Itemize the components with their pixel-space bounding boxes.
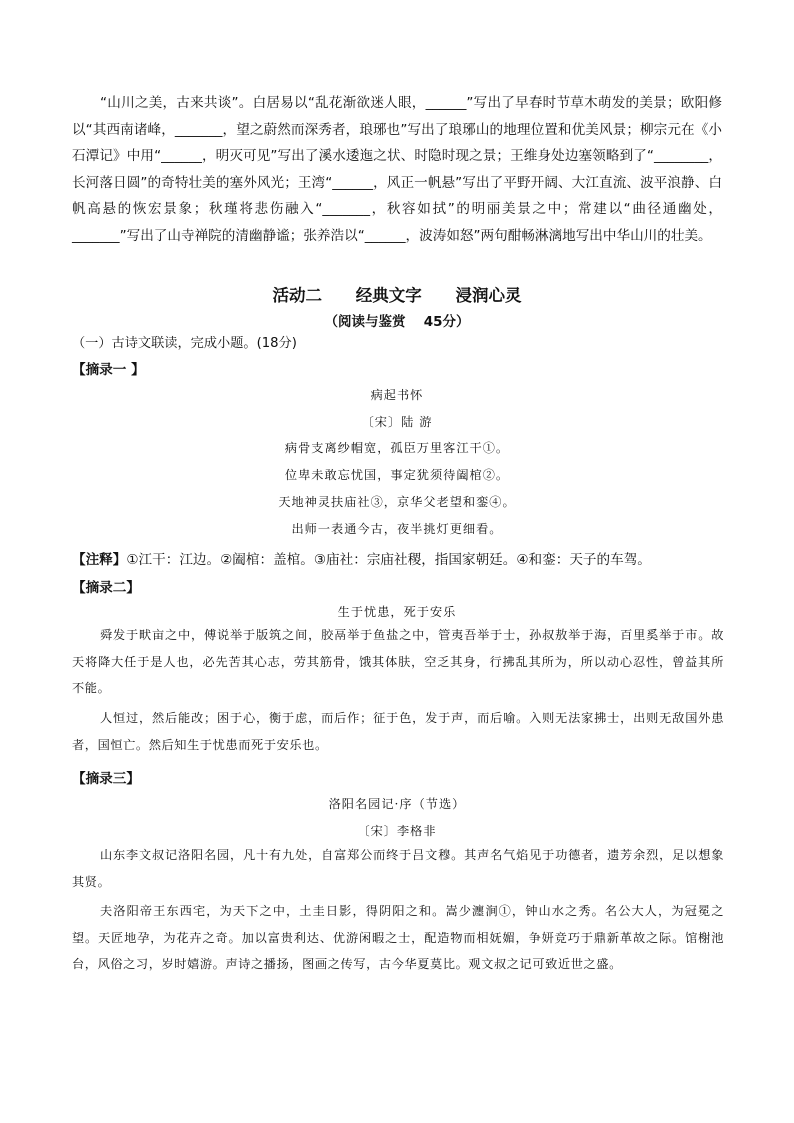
excerpt-3-author: 〔宋〕李格非 <box>357 824 437 838</box>
poem-title: 病起书怀 <box>370 388 424 402</box>
fill-in-blank-paragraph: “山川之美，古来共谈”。白居易以“乱花渐欲迷人眼，______”写出了早春时节草木萌发的美景；欧阳修以“其西南诸峰，_______，望之蔚然而深秀者，琅琊也”写出了琅琊山的地理位置和优美风景；柳宗元在《小石潭记》中用“______，明灭可见”写出了溪水逶迤之状、时隐时现之景；王维身处边塞领略到了“________，长河落日圆”的奇特壮美的塞外风光；王湾“______，风正一帆悬”写出了平野开阔、大江直流、波平浪静、白帆高悬的恢宏景象；秋瑾将悲伤融入“_______，秋容如拭”的明丽美景之中；常建以“曲径通幽处，_______”写出了山寺禅院的清幽静谧；张养浩以“______，波涛如怒”两句酣畅淋漓地写出中华山川的壮美。 <box>72 95 722 244</box>
notes-label: 【注释】 <box>72 552 127 568</box>
activity-title <box>0 282 794 306</box>
poem-line-4: 出师一表通今古，夜半挑灯更细看。 <box>291 522 503 536</box>
activity-theme-2: 浸润心灵 <box>455 286 522 305</box>
poem-line-2: 位卑未敢忘忧国，事定犹须待阖棺②。 <box>284 468 510 482</box>
excerpt-2-title: 生于忧患，死于安乐 <box>337 605 457 619</box>
poem-author: 〔宋〕陆 游 <box>361 415 433 429</box>
excerpt-3-paragraph-1: 山东李文叔记洛阳名园，凡十有九处，自富郑公而终于吕文穆。其声名气焰见于功德者，遗芳余烈，足以想象其贤。 <box>72 848 724 889</box>
activity-theme-1: 经典文字 <box>355 286 422 305</box>
activity-number: 活动二 <box>272 286 322 305</box>
activity-subtitle: （阅读与鉴赏 45分） <box>324 314 470 330</box>
poem-line-1: 病骨支离纱帽宽，孤臣万里客江干①。 <box>284 441 510 455</box>
question-intro: （一）古诗文联读，完成小题。(18分) <box>72 336 297 351</box>
excerpt-2-paragraph-1: 舜发于畎亩之中，傅说举于版筑之间，胶鬲举于鱼盐之中，管夷吾举于士，孙叔敖举于海，百里奚举于市。故天将降大任于是人也，必先苦其心志，劳其筋骨，饿其体肤，空乏其身，行拂乱其所为，所以动心忍性，曾益其所不能。 <box>72 628 724 696</box>
excerpt-2-paragraph-2: 人恒过，然后能改；困于心，衡于虑，而后作；征于色，发于声，而后喻。入则无法家拂士，出则无敌国外患者，国恒亡。然后知生于忧患而死于安乐也。 <box>72 711 724 752</box>
excerpt-3-paragraph-2: 夫洛阳帝王东西宅，为天下之中，土圭日影，得阴阳之和。嵩少瀍涧①，钟山水之秀。名公大人，为冠冕之望。天匠地孕，为花卉之奇。加以富贵利达、优游闲暇之士，配造物而相妩媚，争妍竞巧于鼎新革故之际。馆榭池台，风俗之习，岁时嬉游。声诗之播扬，图画之传写，古今华夏莫比。观文叔之记可致近世之盛。 <box>72 904 724 972</box>
excerpt-2-label: 【摘录二】 <box>72 580 140 596</box>
excerpt-1-label: 【摘录一 】 <box>72 362 145 378</box>
excerpt-3-label: 【摘录三】 <box>72 771 140 787</box>
excerpt-3-title: 洛阳名园记·序（节选） <box>328 797 466 811</box>
notes-text: ①江干：江边。②阖棺：盖棺。③庙社：宗庙社稷，指国家朝廷。④和銮：天子的车驾。 <box>126 552 651 568</box>
poem-notes <box>72 548 732 568</box>
poem-line-3: 天地神灵扶庙社③，京华父老望和銮④。 <box>278 495 516 509</box>
